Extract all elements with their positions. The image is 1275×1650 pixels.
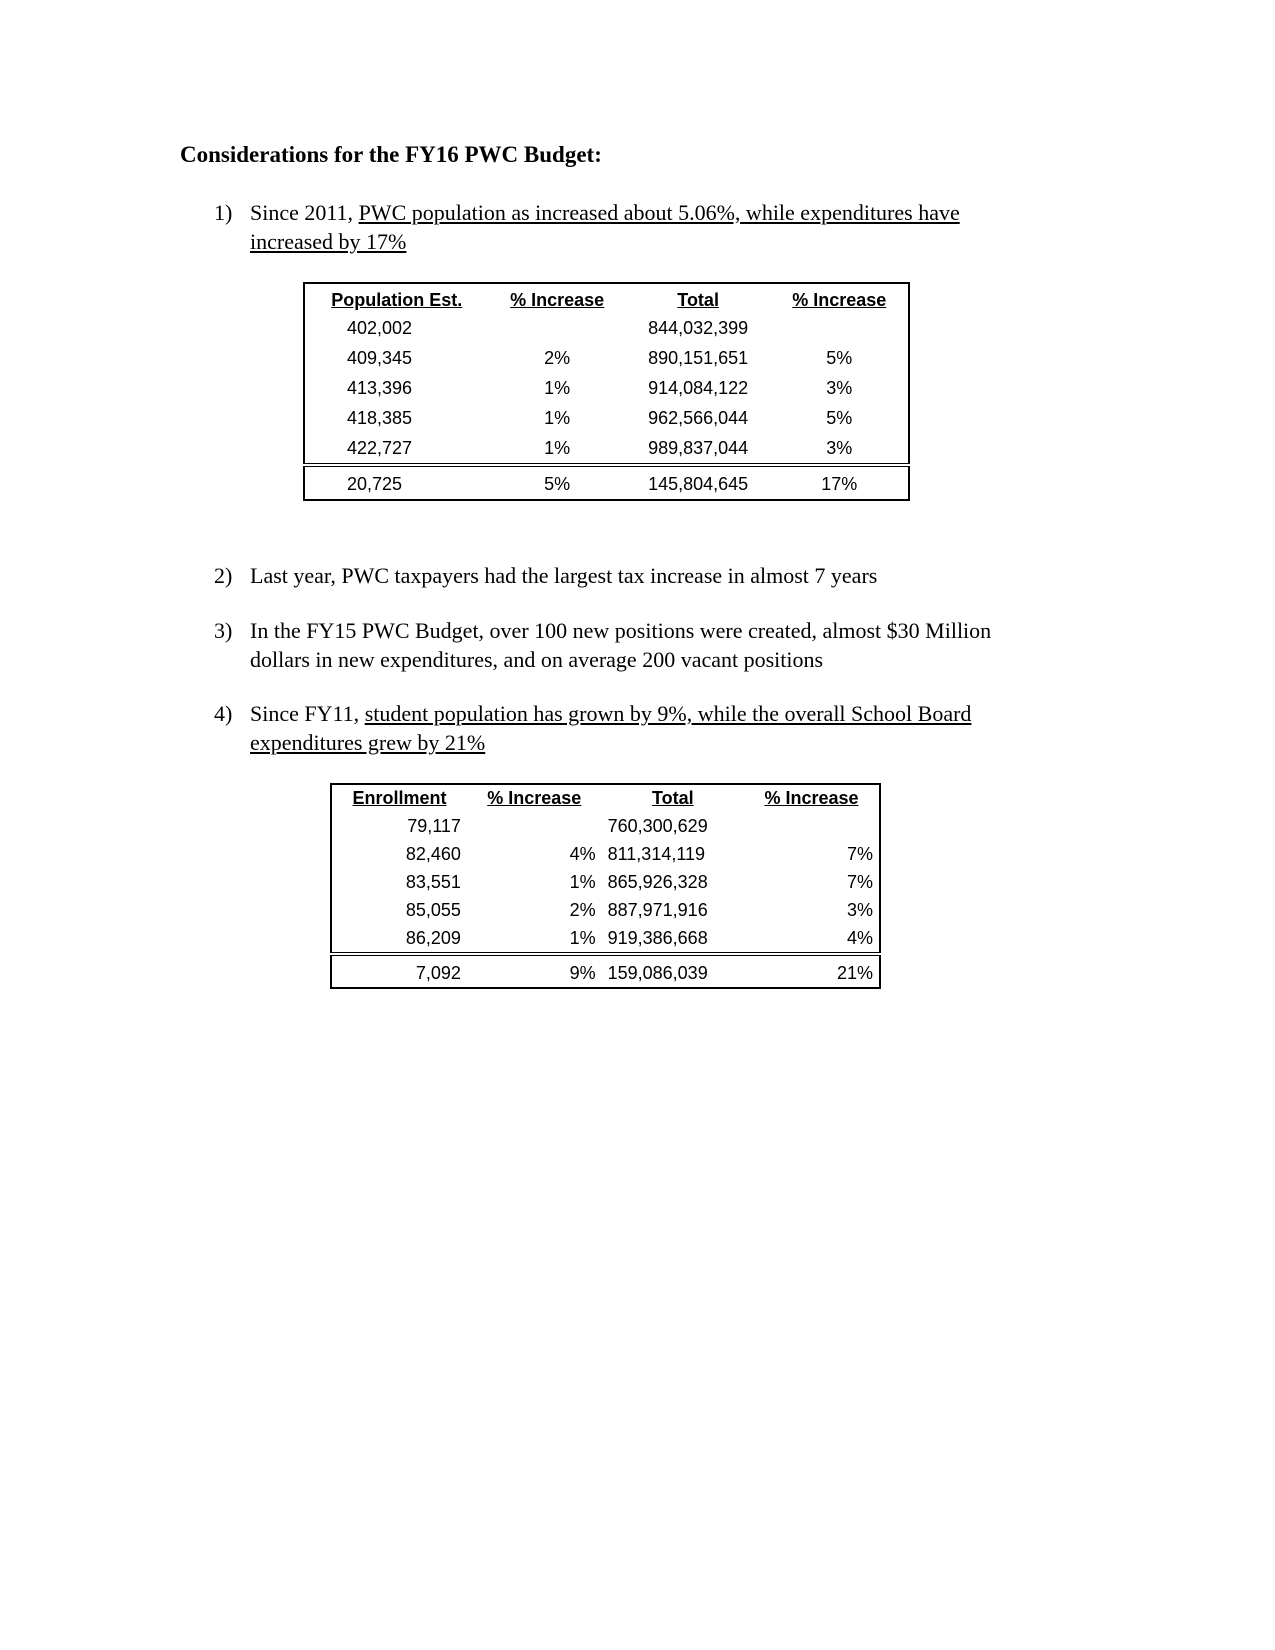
table-cell: 890,151,651 xyxy=(648,347,749,368)
table-cell: 7% xyxy=(846,843,873,864)
col-header: Enrollment xyxy=(352,788,447,808)
table-cell: 9% xyxy=(467,954,602,988)
table-row xyxy=(331,896,880,924)
table-cell: 914,084,122 xyxy=(648,377,749,398)
table-cell xyxy=(489,313,626,343)
table-cell: 1% xyxy=(569,927,596,948)
table-row xyxy=(304,313,909,343)
table-cell: 7% xyxy=(846,871,873,892)
col-header: % Increase xyxy=(487,788,582,808)
table-cell: 85,055 xyxy=(405,899,461,920)
table-cell: 989,837,044 xyxy=(648,437,749,458)
table-row xyxy=(331,812,880,840)
item-underlined-text: PWC population as increased about 5.06%, while expenditures have increased by 17% xyxy=(250,200,960,254)
table-row xyxy=(331,868,880,896)
table-cell xyxy=(771,313,910,343)
item-number: 3) xyxy=(214,618,233,643)
table-cell: 3% xyxy=(826,437,853,458)
table-cell: 3% xyxy=(846,899,873,920)
table-cell: 865,926,328 xyxy=(607,871,708,892)
table-row xyxy=(304,373,909,403)
item-number: 2) xyxy=(214,563,233,588)
consideration-4 xyxy=(214,699,1034,757)
table-cell: 5% xyxy=(826,407,853,428)
table-cell: 402,002 xyxy=(347,317,413,338)
table-cell: 422,727 xyxy=(347,437,413,458)
table-cell: 17% xyxy=(771,465,910,500)
table-cell: 86,209 xyxy=(405,927,461,948)
col-header: Total xyxy=(651,788,694,808)
col-header: % Increase xyxy=(510,290,605,310)
table-cell xyxy=(744,812,880,840)
table-cell: 1% xyxy=(544,407,571,428)
table-cell: 811,314,119 xyxy=(607,843,706,864)
table-cell: 418,385 xyxy=(347,407,413,428)
consideration-2 xyxy=(214,561,1034,590)
col-header: % Increase xyxy=(792,290,887,310)
population-expenditure-table xyxy=(303,282,910,501)
col-header: Total xyxy=(677,290,719,310)
table-cell: 82,460 xyxy=(405,843,461,864)
table-header-row xyxy=(331,784,880,812)
table-cell: 79,117 xyxy=(407,815,461,836)
table-row xyxy=(304,403,909,433)
total-row xyxy=(304,465,909,500)
table-cell: 887,971,916 xyxy=(607,899,708,920)
item-text: Since FY11, xyxy=(250,701,365,726)
table-cell: 20,725 xyxy=(304,465,489,500)
table-cell: 21% xyxy=(744,954,880,988)
item-number: 1) xyxy=(214,200,233,225)
table-row xyxy=(304,433,909,465)
table-cell: 413,396 xyxy=(347,377,413,398)
item-text: Last year, PWC taxpayers had the largest tax increase in almost 7 years xyxy=(250,563,878,588)
table-cell: 844,032,399 xyxy=(648,317,749,338)
enrollment-expenditure-table xyxy=(330,783,881,989)
table-cell: 2% xyxy=(569,899,596,920)
table-cell: 409,345 xyxy=(347,347,413,368)
col-header: Population Est. xyxy=(331,290,463,310)
table-cell: 3% xyxy=(826,377,853,398)
col-header: % Increase xyxy=(764,788,859,808)
table-row xyxy=(304,343,909,373)
table-row xyxy=(331,840,880,868)
item-text: Since 2011, xyxy=(250,200,359,225)
table-cell: 1% xyxy=(569,871,596,892)
table-cell: 962,566,044 xyxy=(648,407,749,428)
consideration-1 xyxy=(214,198,1034,256)
table-cell: 145,804,645 xyxy=(626,465,771,500)
table-cell: 1% xyxy=(544,437,571,458)
table-cell: 919,386,668 xyxy=(607,927,708,948)
page-title: Considerations for the FY16 PWC Budget: xyxy=(180,142,602,167)
table-cell: 1% xyxy=(544,377,571,398)
table-cell: 4% xyxy=(846,927,873,948)
table-cell: 4% xyxy=(569,843,596,864)
item-underlined-text: student population has grown by 9%, while the overall School Board expenditures grew by 21% xyxy=(250,701,972,755)
item-number: 4) xyxy=(214,701,233,726)
table-row xyxy=(331,924,880,954)
table-cell: 7,092 xyxy=(331,954,467,988)
table-cell: 760,300,629 xyxy=(607,815,708,836)
table-header-row xyxy=(304,283,909,313)
table-cell: 2% xyxy=(544,347,571,368)
table-cell: 5% xyxy=(489,465,626,500)
table-cell xyxy=(467,812,602,840)
table-cell: 83,551 xyxy=(405,871,461,892)
table-cell: 5% xyxy=(826,347,853,368)
item-text: In the FY15 PWC Budget, over 100 new positions were created, almost $30 Million dollars in new expenditures, and on average 200 vacant positions xyxy=(250,618,992,672)
total-row xyxy=(331,954,880,988)
consideration-3 xyxy=(214,616,1034,674)
table-cell: 159,086,039 xyxy=(602,954,744,988)
